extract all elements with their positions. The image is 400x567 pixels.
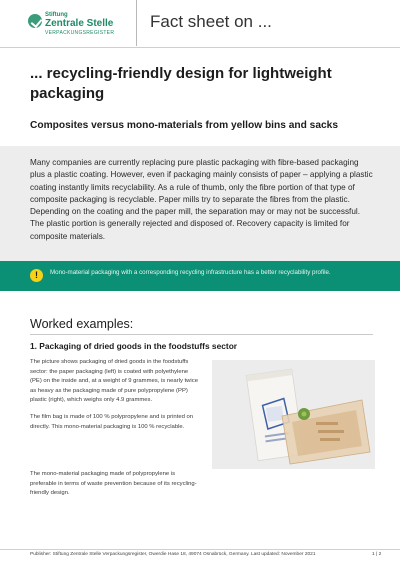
footer-publisher: Publisher: Stiftung Zentrale Stelle Verpackungsregister, Owerdie Hase 18, 49074 Osnabrück, Germany. Last updated: November 2021 [30, 552, 316, 557]
paragraph: The mono-material packaging made of polypropylene is preferable in terms of waste prevention because of its recycling-friendly design. [30, 471, 197, 497]
example-heading: 1. Packaging of dried goods in the foodstuffs sector [30, 341, 238, 351]
paragraph: The picture shows packaging of dried goods in the foodstuffs sector: the paper packaging (left) is coated with polyethylene (PE) on the inside and, at a weight of 9 grammes, is nearly twice as heavy as the packaging made of pure polypropylene (PP) plastic (right), which weighs only 4.9 grammes. [30, 359, 198, 404]
note-text: Mono-material packaging with a corresponding recycling infrastructure has a better recyclability profile. [50, 269, 331, 276]
warning-icon: ! [30, 269, 43, 282]
organization-logo [28, 12, 138, 40]
footer-rule [0, 549, 400, 550]
intro-box [0, 146, 400, 261]
packaging-photo [212, 360, 375, 469]
section-divider [30, 334, 373, 335]
page-number: 1 | 2 [372, 552, 382, 557]
header-title: Fact sheet on ... [150, 12, 272, 31]
header-divider [136, 0, 137, 46]
page-title: ... recycling-friendly design for lightweight packaging [30, 65, 332, 102]
logo-line-1: Stiftung [45, 12, 68, 18]
intro-text: Many companies are currently replacing pure plastic packaging with fibre-based packaging plus a plastic coating. However, even if packaging mainly consists of paper – applying a plastic coating instantly limits recyclability. As a rule of thumb, only the fibre portion of that type of composite packaging is recyclable. Paper mills try to separate the fibres from the plastic. Depending on the coating and the paper mill, the separation may or may not be successful. The plastic portion is generally rejected and disposed of. Recovery capacity is limited for composite materials. [30, 158, 373, 241]
logo-line-2: Zentrale Stelle [45, 18, 114, 29]
packaging-photo-illustration [212, 360, 375, 469]
page-header [0, 0, 400, 48]
worked-examples-heading: Worked examples: [30, 317, 134, 331]
logo-line-3: VERPACKUNGSREGISTER [45, 30, 115, 36]
note-banner [0, 261, 400, 291]
logo-check-icon [28, 14, 42, 28]
paragraph: The film bag is made of 100 % polypropylene and is printed on directly. This mono-material packaging is 100 % recyclable. [30, 414, 194, 430]
page-subtitle: Composites versus mono-materials from yellow bins and sacks [30, 120, 338, 131]
header-rule [0, 47, 400, 48]
